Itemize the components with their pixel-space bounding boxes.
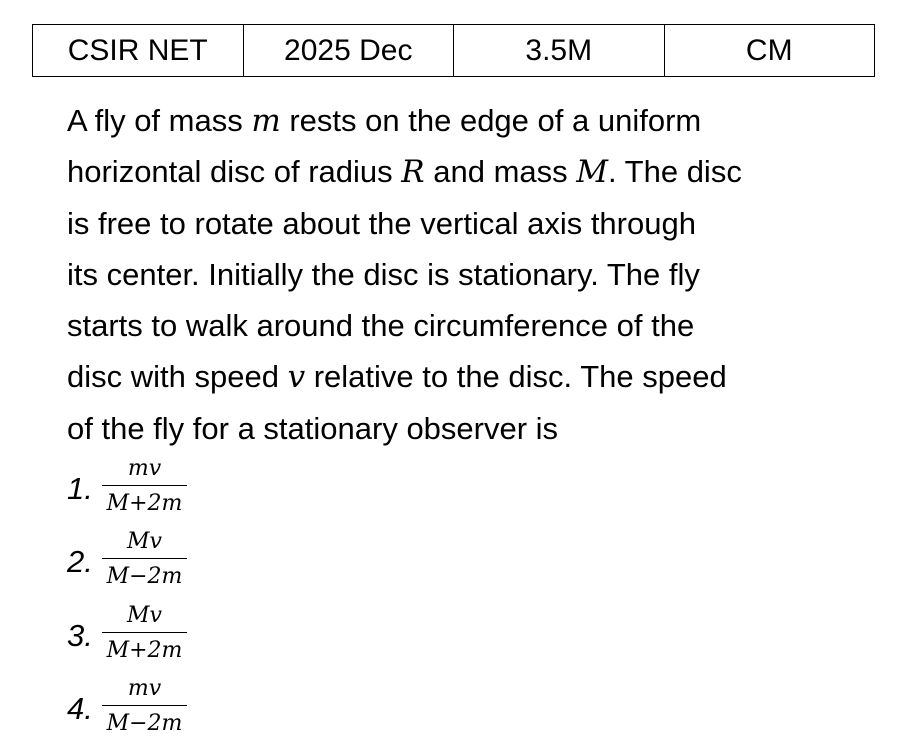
fraction-bar <box>102 632 187 633</box>
option-3 <box>67 602 267 672</box>
option-fraction <box>102 602 187 664</box>
math-var-v: v <box>287 359 306 396</box>
math-var-R: R <box>401 154 425 191</box>
fraction-denominator: M+2m <box>106 491 183 516</box>
text-run: is free to rotate about the vertical axis through <box>67 205 696 241</box>
question-text <box>67 95 867 454</box>
text-run: its center. Initially the disc is stationary. The fly <box>67 256 700 292</box>
text-run: of the fly for a stationary observer is <box>67 410 559 446</box>
question-line <box>67 198 867 249</box>
fraction-denominator: M−2m <box>106 711 183 736</box>
question-line <box>67 351 867 402</box>
fraction-bar <box>102 485 187 486</box>
math-var-m: m <box>251 103 281 139</box>
option-4 <box>67 675 267 745</box>
fraction-numerator: mv <box>127 456 162 481</box>
fraction-bar <box>102 705 187 706</box>
text-run: and mass <box>424 154 577 190</box>
option-fraction <box>102 528 187 590</box>
text-run: disc with speed <box>67 359 288 395</box>
question-line <box>67 300 867 351</box>
marks-cell: 3.5M <box>454 25 665 77</box>
question-line <box>67 403 867 454</box>
text-run: horizontal disc of radius <box>67 154 402 190</box>
text-run: A fly of mass <box>67 103 252 138</box>
text-run: starts to walk around the circumference of the <box>67 308 695 344</box>
fraction-numerator: Mv <box>127 529 162 554</box>
fraction-denominator: M−2m <box>106 564 183 589</box>
option-number: 2. <box>67 544 93 579</box>
option-number: 1. <box>67 471 93 506</box>
text-run: rests on the edge of a uniform <box>280 103 702 138</box>
exam-name-cell: CSIR NET <box>33 25 244 77</box>
exam-session-cell: 2025 Dec <box>243 25 454 77</box>
math-var-M: M <box>576 154 608 191</box>
option-number: 4. <box>67 691 93 726</box>
option-number: 3. <box>67 618 93 653</box>
question-line <box>67 95 867 146</box>
question-line <box>67 249 867 300</box>
header-row <box>33 25 875 77</box>
option-fraction <box>102 675 187 737</box>
text-run: . The disc <box>608 154 742 190</box>
header-table <box>32 24 875 77</box>
fraction-bar <box>102 558 187 559</box>
option-2 <box>67 528 267 598</box>
fraction-numerator: Mv <box>127 603 162 628</box>
text-run: relative to the disc. The speed <box>305 359 727 395</box>
subject-cell: CM <box>664 25 875 77</box>
option-fraction <box>102 455 187 517</box>
option-1 <box>67 455 267 525</box>
fraction-denominator: M+2m <box>106 638 183 663</box>
question-line <box>67 146 867 197</box>
fraction-numerator: mv <box>127 676 162 701</box>
